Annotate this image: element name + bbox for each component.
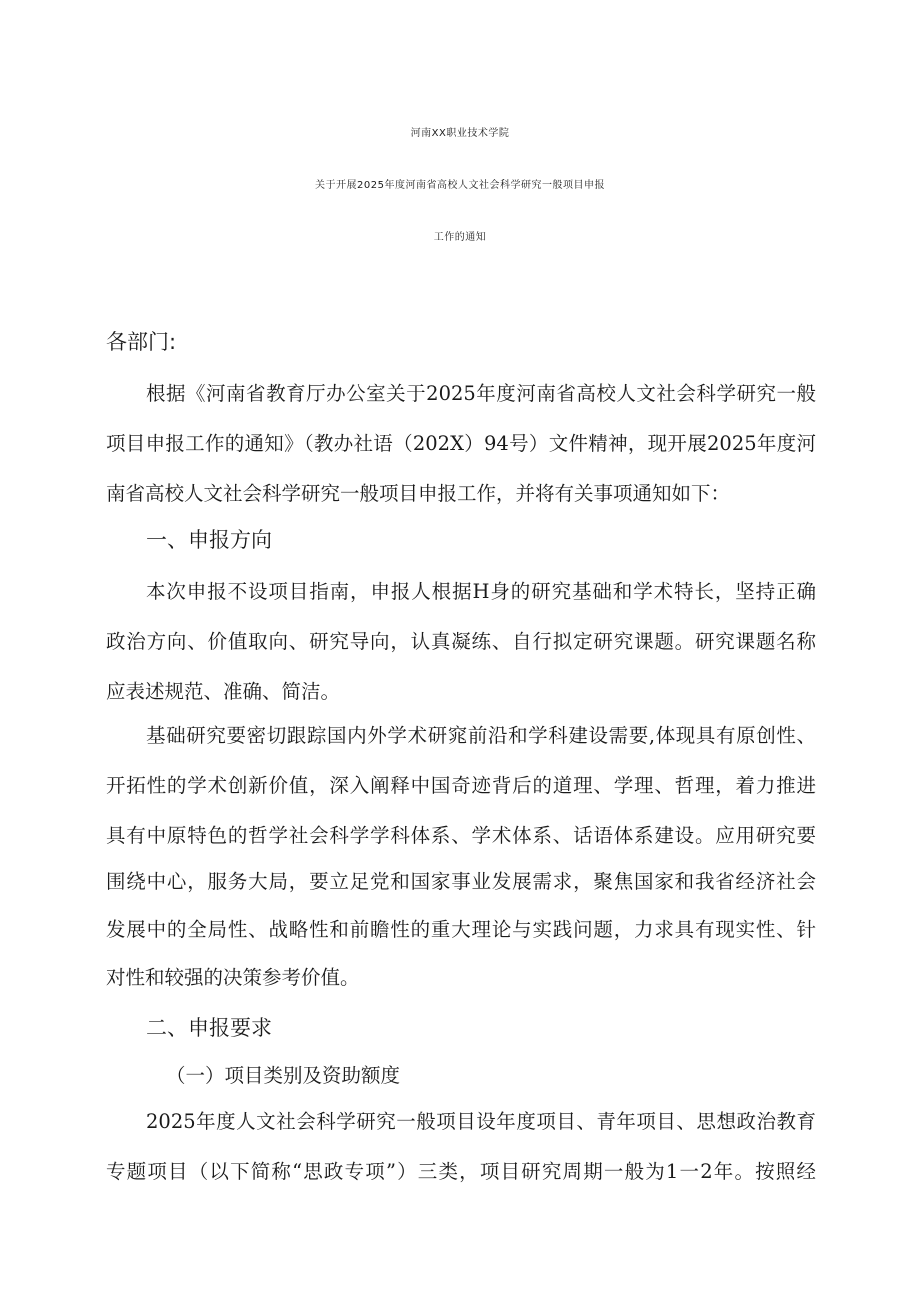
subsection-heading: （一）项目类别及资助额度: [166, 1064, 401, 1087]
intro-line: 南省高校人文社会科学研究一般项目申报工作，并将有关事项通知如下：: [106, 482, 731, 505]
section-heading-requirements: 二、申报要求: [146, 1016, 272, 1040]
section-heading-direction: 一、申报方向: [146, 528, 272, 552]
paragraph-line: 政治方向、价值取向、研究导向，认真凝练、自行拟定研究课题。研究课题名称: [106, 630, 816, 653]
document-title-line-1: 河南XX职业技术学院: [410, 128, 510, 139]
paragraph-line: 专题项目（以下简称“思政专项”）三类，项目研究周期一般为1一2年。按照经: [106, 1160, 816, 1183]
document-title-line-2: 关于开展2025年度河南省高校人文社会科学研究一般项目申报: [315, 180, 605, 191]
paragraph-line: 对性和较强的决策参考价值。: [106, 966, 360, 989]
salutation: 各部门:: [106, 330, 177, 354]
paragraph-line: 具有中原特色的哲学社会科学学科体系、学术体系、话语体系建设。应用研究要: [106, 824, 816, 847]
intro-line: 根据《河南省教育厅办公室关于2025年度河南省高校人文社会科学研究一般: [146, 382, 816, 405]
intro-line: 项目申报工作的通知》（教办社语（202X）94号）文件精神，现开展2025年度河: [106, 432, 816, 455]
paragraph-line: 发展中的全局性、战略性和前瞻性的重大理论与实践问题，力求具有现实性、针: [106, 918, 816, 941]
document-title-line-3: 工作的通知: [433, 232, 487, 243]
paragraph-line: 开拓性的学术创新价值，深入阐释中国奇迹背后的道理、学理、哲理，着力推进: [106, 774, 816, 797]
paragraph-line: 应表述规范、准确、简洁。: [106, 680, 341, 703]
paragraph-line: 围绕中心，服务大局，要立足党和国家事业发展需求，聚焦国家和我省经济社会: [106, 870, 816, 893]
paragraph-line: 本次申报不设项目指南，申报人根据H身的研究基础和学术特长，坚持正确: [146, 580, 816, 603]
paragraph-line: 基础研究要密切跟踪国内外学术研窕前沿和学科建设需要,体现具有原创性、: [146, 724, 816, 747]
paragraph-line: 2025年度人文社会科学研究一般项目设年度项目、青年项目、思想政治教育: [146, 1110, 816, 1133]
